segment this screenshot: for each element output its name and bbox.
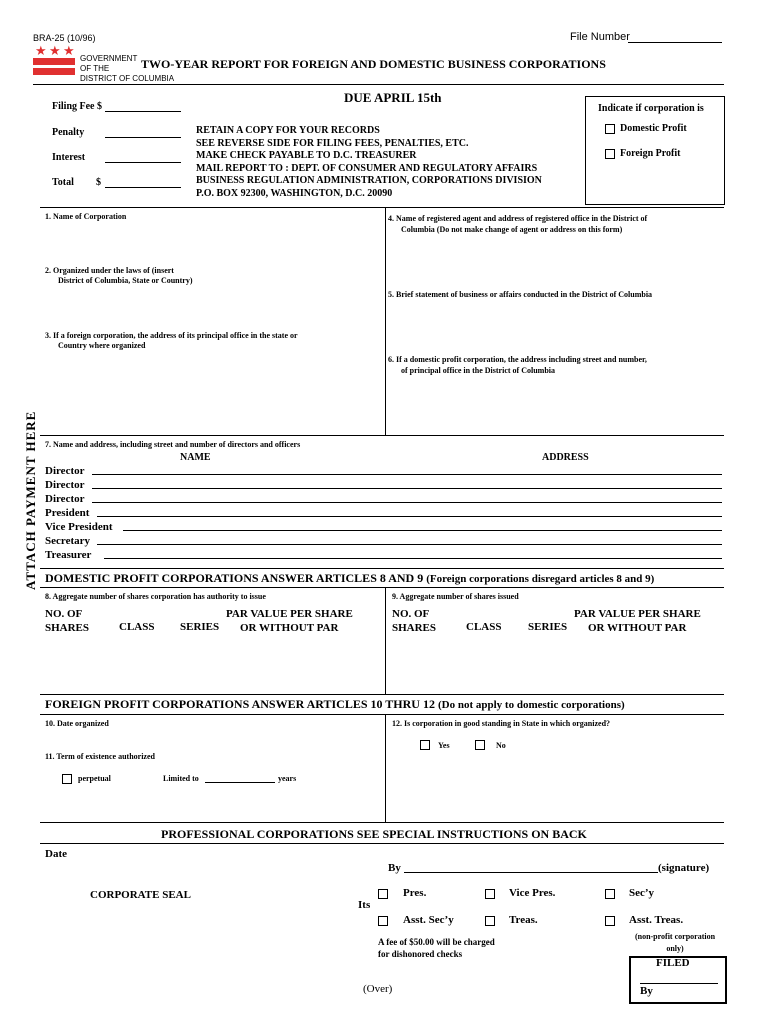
vice-pres-checkbox[interactable] [485, 889, 495, 899]
limited-to-label: Limited to [163, 774, 199, 783]
item-8-class: CLASS [119, 621, 155, 633]
item-12-label: 12. Is corporation in good standing in State in which organized? [392, 719, 611, 728]
secy-checkbox[interactable] [605, 889, 615, 899]
name-column-header: NAME [180, 452, 211, 463]
item-8-par-value: PAR VALUE PER SHARE OR WITHOUT PAR [226, 608, 353, 634]
asst-treas-label: Asst. Treas. [629, 914, 684, 926]
domestic-profit-checkbox[interactable] [605, 124, 615, 134]
star-icon: ★ [49, 43, 61, 58]
officer-role: Director [45, 493, 85, 505]
file-number-field[interactable] [628, 42, 722, 43]
officer-line[interactable] [123, 530, 722, 531]
interest-field[interactable] [105, 162, 181, 163]
officer-role: Secretary [45, 535, 90, 547]
officer-role: Director [45, 479, 85, 491]
pres-label: Pres. [403, 887, 427, 899]
address-column-header: ADDRESS [542, 452, 589, 463]
officer-line[interactable] [97, 544, 722, 545]
good-standing-no-checkbox[interactable] [475, 740, 485, 750]
signature-label: (signature) [658, 862, 710, 874]
asst-secy-label: Asst. Sec’y [403, 914, 454, 926]
due-date: DUE APRIL 15th [344, 90, 442, 105]
file-number-label: File Number [570, 31, 630, 43]
corporate-seal-label: CORPORATE SEAL [90, 889, 191, 901]
flag-bar [33, 58, 75, 65]
star-icon: ★ [35, 43, 47, 58]
item-9-class: CLASS [466, 621, 502, 633]
filed-by-label: By [640, 985, 653, 997]
its-label: Its [358, 899, 371, 911]
item-9-label: 9. Aggregate number of shares issued [392, 592, 519, 601]
item-9-series: SERIES [528, 621, 568, 633]
domestic-section-heading: DOMESTIC PROFIT CORPORATIONS ANSWER ARTICLES 8 AND 9 (Foreign corporations disregard articles 8 and 9) [45, 571, 655, 585]
instructions-block: RETAIN A COPY FOR YOUR RECORDS SEE REVERSE SIDE FOR FILING FEES, PENALTIES, ETC. MAKE CHECK PAYABLE TO D.C. TREASURER MAIL REPORT TO : DEPT. OF CONSUMER AND REGULATORY AFFAIRS BUSINESS REGULATION ADMINISTRATION, CORPORATIONS DIVISION P.O. BOX 92300, WASHINGTON, D.C. 20090 [196, 125, 542, 199]
item-5-label: 5. Brief statement of business or affairs conducted in the District of Columbia [388, 290, 653, 299]
item-9-par-value: PAR VALUE PER SHARE OR WITHOUT PAR [574, 608, 701, 634]
secy-label: Sec’y [629, 887, 655, 899]
signature-line[interactable] [404, 872, 658, 873]
filed-label: FILED [656, 957, 690, 969]
officer-line[interactable] [92, 502, 722, 503]
item-3-label: 3. If a foreign corporation, the address of its principal office in the state or Country where organized [45, 331, 298, 350]
foreign-profit-checkbox[interactable] [605, 149, 615, 159]
officer-role: Director [45, 465, 85, 477]
item-4-label: 4. Name of registered agent and address of registered office in the District of Columbia (Do not make change of agent or address on this form) [388, 214, 648, 234]
nonprofit-note: (non-profit corporation only) [634, 932, 716, 953]
item-9-no-of-shares: NO. OF SHARES [392, 608, 437, 634]
corporation-type-heading: Indicate if corporation is [598, 103, 704, 114]
asst-secy-checkbox[interactable] [378, 916, 388, 926]
officer-role: Vice President [45, 521, 113, 533]
over-label: (Over) [363, 983, 393, 995]
item-2-label: 2. Organized under the laws of (insert District of Columbia, State or Country) [45, 266, 193, 285]
item-1-label: 1. Name of Corporation [45, 212, 127, 221]
vice-pres-label: Vice Pres. [509, 887, 556, 899]
asst-treas-checkbox[interactable] [605, 916, 615, 926]
years-label: years [278, 774, 297, 783]
good-standing-yes-checkbox[interactable] [420, 740, 430, 750]
item-8-no-of-shares: NO. OF SHARES [45, 608, 90, 634]
dc-flag-logo [33, 44, 78, 78]
officer-roles [45, 464, 113, 562]
officer-role: Treasurer [45, 549, 92, 561]
filing-fee-label: Filing Fee $ [52, 101, 102, 112]
foreign-profit-label: Foreign Profit [620, 148, 681, 159]
by-label: By [388, 862, 401, 874]
dishonored-check-note: A fee of $50.00 will be charged for dishonored checks [378, 937, 495, 959]
item-8-series: SERIES [180, 621, 220, 633]
domestic-profit-label: Domestic Profit [620, 123, 687, 134]
officer-role: President [45, 507, 90, 519]
no-label: No [496, 741, 506, 750]
filing-fee-field[interactable] [105, 111, 181, 112]
flag-bar [33, 68, 75, 75]
item-7-label: 7. Name and address, including street and number of directors and officers [45, 440, 301, 449]
interest-label: Interest [52, 152, 86, 163]
filed-line [640, 983, 718, 984]
officer-line[interactable] [92, 474, 722, 475]
item-10-label: 10. Date organized [45, 719, 109, 728]
officer-line[interactable] [104, 558, 722, 559]
date-label: Date [45, 848, 67, 860]
attach-payment-label: ATTACH PAYMENT HERE [23, 410, 38, 590]
government-label: GOVERNMENT OF THE DISTRICT OF COLUMBIA [80, 54, 175, 83]
perpetual-label: perpetual [78, 774, 111, 783]
treas-label: Treas. [509, 914, 538, 926]
treas-checkbox[interactable] [485, 916, 495, 926]
yes-label: Yes [438, 741, 450, 750]
penalty-field[interactable] [105, 137, 181, 138]
foreign-section-heading: FOREIGN PROFIT CORPORATIONS ANSWER ARTICLES 10 THRU 12 (Do not apply to domestic corporations) [45, 697, 625, 711]
form-title: TWO-YEAR REPORT FOR FOREIGN AND DOMESTIC BUSINESS CORPORATIONS [141, 57, 606, 71]
professional-note: PROFESSIONAL CORPORATIONS SEE SPECIAL INSTRUCTIONS ON BACK [161, 827, 587, 841]
total-label: Total [52, 177, 74, 188]
total-field[interactable] [105, 187, 181, 188]
limited-years-field[interactable] [205, 782, 275, 783]
star-icon: ★ [63, 43, 75, 58]
officer-line[interactable] [97, 516, 722, 517]
perpetual-checkbox[interactable] [62, 774, 72, 784]
form-id: BRA-25 (10/96) [33, 33, 96, 43]
penalty-label: Penalty [52, 127, 85, 138]
item-6-label: 6. If a domestic profit corporation, the address including street and number, of principal office in the District of Columbia [388, 355, 647, 375]
total-dollar: $ [96, 177, 101, 188]
pres-checkbox[interactable] [378, 889, 388, 899]
item-8-label: 8. Aggregate number of shares corporation has authority to issue [45, 592, 266, 601]
item-11-label: 11. Term of existence authorized [45, 752, 155, 761]
officer-line[interactable] [92, 488, 722, 489]
